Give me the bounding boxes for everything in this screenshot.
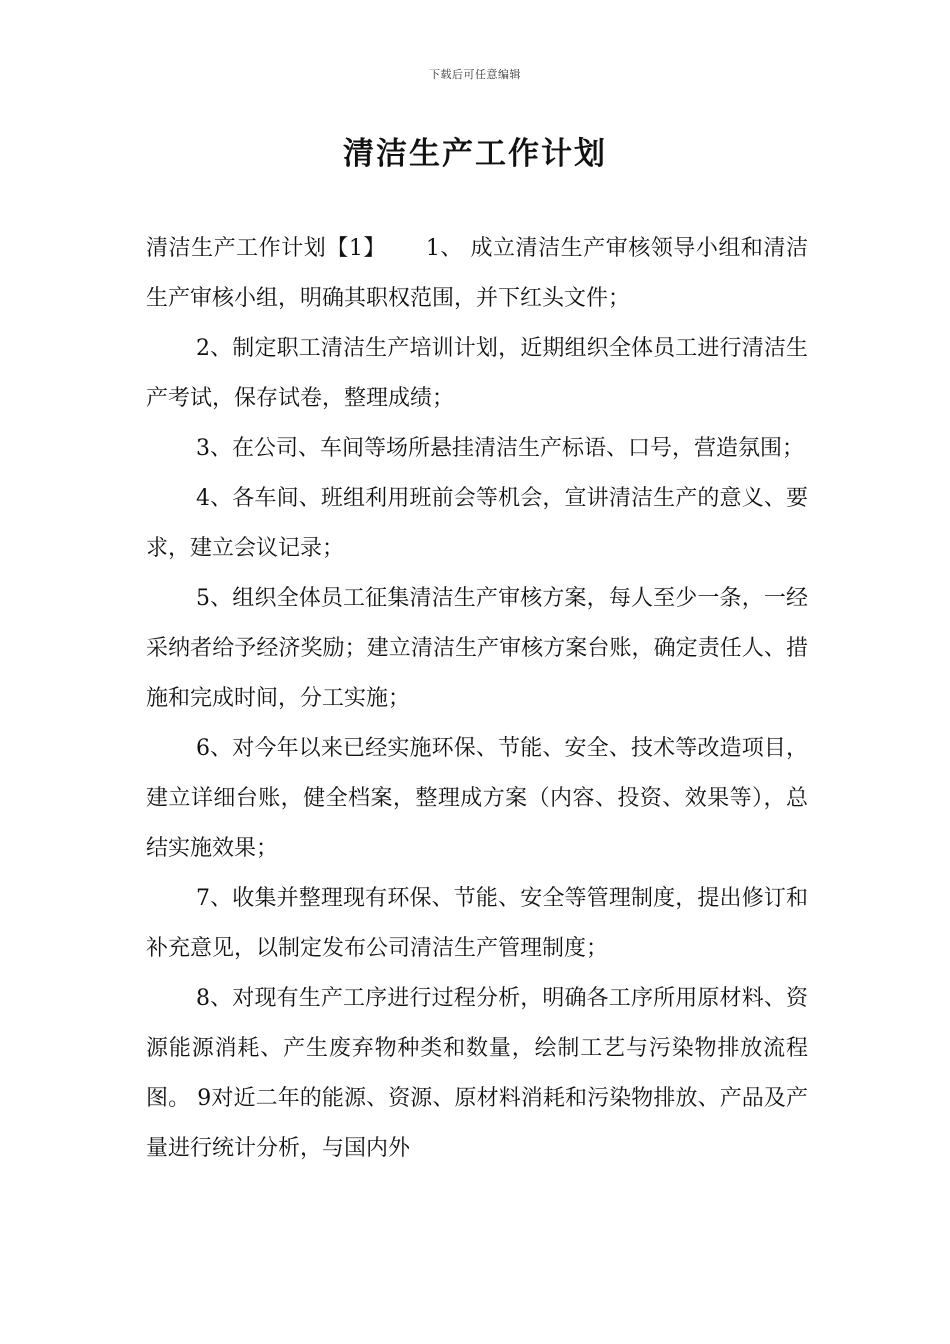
paragraph-item-5: 5、组织全体员工征集清洁生产审核方案，每人至少一条，一经采纳者给予经济奖励；建立清洁生产审核方案台账，确定责任人、措施和完成时间，分工实施； (146, 586, 808, 711)
paragraph-item-3: 3、在公司、车间等场所悬挂清洁生产标语、口号，营造氛围； (196, 436, 804, 461)
intro-lead: 清洁生产工作计划【1】 (146, 236, 386, 261)
header-note: 下载后可任意编辑 (429, 68, 521, 81)
paragraph-item-8: 8、对现有生产工序进行过程分析，明确各工序所用原材料、资源能源消耗、产生废弃物种类和数量，绘制工艺与污染物排放流程图。 9对近二年的能源、资源、原材料消耗和污染物排放、产品及产量进行统计分析，与国内外 (146, 986, 808, 1161)
paragraph-item-2: 2、制定职工清洁生产培训计划，近期组织全体员工进行清洁生产考试，保存试卷，整理成绩； (146, 336, 808, 411)
intro-paragraph (146, 224, 808, 324)
intro-item-1: 1、 成立清洁生产审核领导小组和清洁生产审核小组，明确其职权范围，并下红头文件； (146, 236, 808, 311)
paragraph-item-7: 7、收集并整理现有环保、节能、安全等管理制度，提出修订和补充意见，以制定发布公司清洁生产管理制度； (146, 886, 808, 961)
document-title: 清洁生产工作计划 (343, 136, 607, 172)
paragraph-item-6: 6、对今年以来已经实施环保、节能、安全、技术等改造项目，建立详细台账，健全档案，整理成方案（内容、投资、效果等），总结实施效果； (146, 736, 808, 861)
document-body (146, 224, 808, 1174)
paragraph-item-4: 4、各车间、班组利用班前会等机会，宣讲清洁生产的意义、要求，建立会议记录； (146, 486, 808, 561)
